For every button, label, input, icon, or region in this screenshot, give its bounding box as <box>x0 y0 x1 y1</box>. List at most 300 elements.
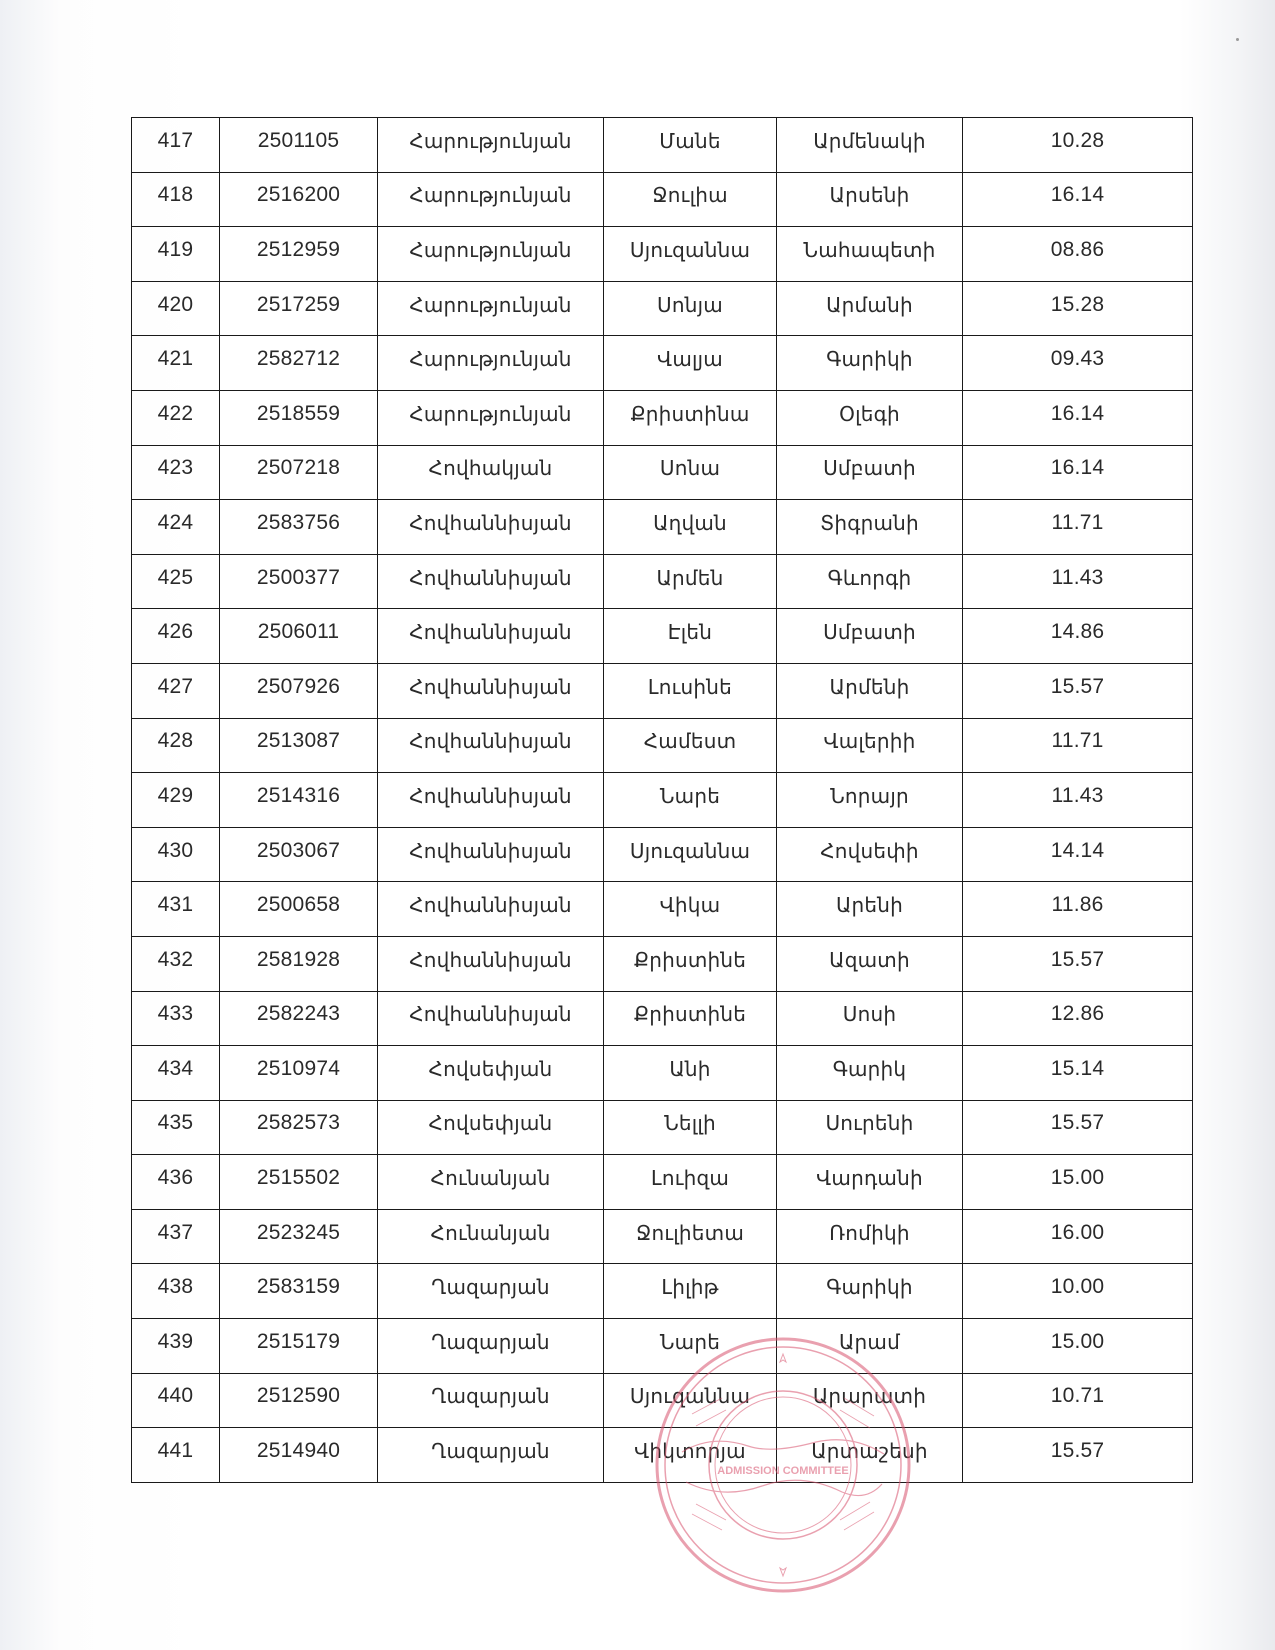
row-number-cell <box>132 1100 220 1155</box>
score: 11.43 <box>1051 783 1104 807</box>
last-name-cell <box>378 1428 604 1483</box>
row-number: 420 <box>157 292 194 316</box>
score: 14.86 <box>1050 620 1105 644</box>
father-name: Ազատի <box>829 947 910 972</box>
first-name: Սոնա <box>659 456 721 481</box>
applicant-code: 2512590 <box>256 1384 341 1408</box>
score-cell <box>963 336 1193 391</box>
applicant-code: 2518559 <box>256 401 341 425</box>
applicant-code-cell <box>220 500 378 555</box>
father-name-cell <box>777 991 963 1046</box>
applicant-code-cell <box>220 118 378 173</box>
score: 15.57 <box>1050 1439 1105 1463</box>
applicant-code: 2582712 <box>256 347 341 371</box>
last-name: Հովհաննիսյան <box>409 510 572 535</box>
applicant-code: 2503067 <box>256 838 341 862</box>
first-name-cell <box>604 827 777 882</box>
father-name-cell <box>777 118 963 173</box>
last-name: Հունանյան <box>430 1220 551 1245</box>
father-name-cell <box>777 1319 963 1374</box>
last-name-cell <box>378 609 604 664</box>
row-number: 419 <box>157 237 194 261</box>
score: 15.00 <box>1050 1329 1105 1353</box>
score-cell <box>963 1373 1193 1428</box>
row-number: 429 <box>157 783 194 807</box>
father-name-cell <box>777 718 963 773</box>
first-name: Վիկա <box>659 893 721 918</box>
last-name-cell <box>378 172 604 227</box>
score-cell <box>963 1100 1193 1155</box>
score-cell <box>963 936 1193 991</box>
applicant-code: 2514316 <box>256 783 341 807</box>
score: 14.14 <box>1050 838 1105 862</box>
first-name: Ջուլիա <box>652 183 728 208</box>
last-name-cell <box>378 390 604 445</box>
score: 09.43 <box>1050 347 1105 371</box>
first-name-cell <box>604 663 777 718</box>
applicant-code-cell <box>220 281 378 336</box>
row-number-cell <box>132 172 220 227</box>
row-number: 424 <box>157 510 194 534</box>
applicant-code: 2523245 <box>256 1220 341 1244</box>
last-name-cell <box>378 336 604 391</box>
last-name: Հովսեփյան <box>428 1111 553 1136</box>
father-name-cell <box>777 227 963 282</box>
applicant-code: 2507926 <box>256 674 341 698</box>
stamp-text: ADMISSION COMMITTEE <box>717 1465 849 1477</box>
row-number-cell <box>132 1209 220 1264</box>
last-name: Հովհաննիսյան <box>409 893 572 918</box>
score: 08.86 <box>1050 237 1105 261</box>
row-number: 421 <box>157 347 194 371</box>
father-name: Արենի <box>835 893 904 918</box>
applicant-code-cell <box>220 336 378 391</box>
first-name: Էլեն <box>667 620 713 645</box>
score-cell <box>963 1209 1193 1264</box>
row-number-cell <box>132 827 220 882</box>
last-name: Ղազարյան <box>431 1439 550 1464</box>
last-name: Հովհաննիսյան <box>409 947 572 972</box>
table-row <box>132 1373 1193 1428</box>
first-name: Սյուզաննա <box>629 1384 751 1409</box>
father-name: Գարիկ <box>832 1056 907 1081</box>
applicant-code-cell <box>220 1155 378 1210</box>
table-row <box>132 172 1193 227</box>
row-number-cell <box>132 609 220 664</box>
father-name: Հովսեփի <box>820 838 919 863</box>
table-row <box>132 500 1193 555</box>
father-name-cell <box>777 500 963 555</box>
last-name: Հովհաննիսյան <box>409 620 572 645</box>
row-number: 435 <box>157 1111 194 1135</box>
scan-speck <box>1236 38 1239 41</box>
applicant-code: 2510974 <box>256 1056 341 1080</box>
score-cell <box>963 718 1193 773</box>
row-number-cell <box>132 336 220 391</box>
score-cell <box>963 1428 1193 1483</box>
father-name: Արամ <box>839 1329 900 1354</box>
row-number-cell <box>132 118 220 173</box>
row-number: 425 <box>157 565 194 589</box>
row-number: 431 <box>157 893 194 917</box>
first-name-cell <box>604 609 777 664</box>
first-name: Սյուզաննա <box>629 838 751 863</box>
applicant-code-cell <box>220 609 378 664</box>
applicant-code-cell <box>220 882 378 937</box>
score: 11.86 <box>1051 893 1104 917</box>
score-cell <box>963 445 1193 500</box>
father-name: Սմբատի <box>823 620 916 645</box>
table-row <box>132 1264 1193 1319</box>
score-cell <box>963 1319 1193 1374</box>
applicant-code: 2517259 <box>256 292 341 316</box>
first-name: Նարե <box>659 1329 721 1354</box>
score-cell <box>963 663 1193 718</box>
applicant-code: 2581928 <box>256 947 341 971</box>
last-name-cell <box>378 227 604 282</box>
row-number-cell <box>132 663 220 718</box>
applicant-code: 2583756 <box>256 510 341 534</box>
row-number: 430 <box>157 838 194 862</box>
last-name-cell <box>378 1319 604 1374</box>
score-cell <box>963 882 1193 937</box>
table-row <box>132 1319 1193 1374</box>
last-name-cell <box>378 773 604 828</box>
first-name-cell <box>604 991 777 1046</box>
row-number-cell <box>132 1428 220 1483</box>
last-name: Հովսեփյան <box>428 1056 553 1081</box>
row-number: 422 <box>157 401 194 425</box>
last-name-cell <box>378 1100 604 1155</box>
score: 15.57 <box>1050 947 1105 971</box>
first-name: Սյուզաննա <box>629 237 751 262</box>
father-name-cell <box>777 1264 963 1319</box>
score-cell <box>963 281 1193 336</box>
first-name: Քրիստինա <box>630 401 750 426</box>
first-name: Ջուլիետա <box>635 1220 745 1245</box>
row-number-cell <box>132 991 220 1046</box>
score: 15.57 <box>1050 674 1105 698</box>
applicant-code: 2512959 <box>256 237 341 261</box>
first-name: Քրիստինե <box>633 1002 747 1027</box>
first-name-cell <box>604 1100 777 1155</box>
last-name: Հարությունյան <box>409 347 572 372</box>
row-number-cell <box>132 554 220 609</box>
last-name-cell <box>378 936 604 991</box>
first-name: Լիլիթ <box>661 1275 719 1300</box>
last-name-cell <box>378 500 604 555</box>
score: 10.28 <box>1050 128 1105 152</box>
applicant-code: 2582243 <box>256 1002 341 1026</box>
applicant-code-cell <box>220 1319 378 1374</box>
last-name: Հունանյան <box>430 1166 551 1191</box>
last-name-cell <box>378 1046 604 1101</box>
first-name: Անի <box>669 1056 711 1081</box>
score: 15.57 <box>1050 1111 1105 1135</box>
first-name: Նելլի <box>664 1111 716 1136</box>
father-name: Գևորգի <box>827 565 912 590</box>
first-name-cell <box>604 1264 777 1319</box>
row-number-cell <box>132 1373 220 1428</box>
applicant-code-cell <box>220 827 378 882</box>
score-cell <box>963 1046 1193 1101</box>
applicant-code-cell <box>220 1264 378 1319</box>
row-number-cell <box>132 1155 220 1210</box>
row-number: 428 <box>157 729 194 753</box>
father-name: Վարդանի <box>816 1166 923 1191</box>
row-number-cell <box>132 718 220 773</box>
row-number: 418 <box>157 183 194 207</box>
table-row <box>132 336 1193 391</box>
last-name: Ղազարյան <box>431 1275 550 1300</box>
last-name-cell <box>378 1264 604 1319</box>
score-cell <box>963 1155 1193 1210</box>
last-name: Հովհաննիսյան <box>409 1002 572 1027</box>
first-name: Աղվան <box>653 510 727 535</box>
score: 10.00 <box>1050 1275 1105 1299</box>
first-name-cell <box>604 718 777 773</box>
father-name-cell <box>777 1209 963 1264</box>
last-name: Հարությունյան <box>409 183 572 208</box>
score-cell <box>963 773 1193 828</box>
applicant-code: 2501105 <box>257 128 340 152</box>
applicant-code-cell <box>220 936 378 991</box>
father-name: Վալերիի <box>823 729 916 754</box>
results-table-body <box>132 118 1193 1483</box>
last-name-cell <box>378 1373 604 1428</box>
father-name-cell <box>777 1428 963 1483</box>
last-name: Հարությունյան <box>409 128 572 153</box>
last-name-cell <box>378 118 604 173</box>
table-row <box>132 281 1193 336</box>
applicant-code-cell <box>220 1373 378 1428</box>
score: 15.28 <box>1050 292 1105 316</box>
applicant-code-cell <box>220 554 378 609</box>
last-name-cell <box>378 663 604 718</box>
last-name-cell <box>378 1155 604 1210</box>
row-number: 437 <box>157 1220 194 1244</box>
row-number-cell <box>132 281 220 336</box>
father-name: Արմենի <box>829 674 910 699</box>
row-number-cell <box>132 936 220 991</box>
table-row <box>132 554 1193 609</box>
father-name: Սմբատի <box>823 456 916 481</box>
row-number: 441 <box>157 1439 194 1463</box>
table-row <box>132 227 1193 282</box>
first-name-cell <box>604 1155 777 1210</box>
last-name: Հովհակյան <box>428 456 553 481</box>
last-name: Հովհաննիսյան <box>409 565 572 590</box>
score: 11.71 <box>1051 729 1104 753</box>
last-name-cell <box>378 1209 604 1264</box>
row-number: 440 <box>157 1384 194 1408</box>
father-name: Ռոմիկի <box>829 1220 910 1245</box>
first-name-cell <box>604 882 777 937</box>
last-name-cell <box>378 445 604 500</box>
applicant-code: 2500377 <box>256 565 341 589</box>
score: 12.86 <box>1050 1002 1105 1026</box>
score: 16.14 <box>1050 401 1105 425</box>
table-row <box>132 1209 1193 1264</box>
father-name-cell <box>777 773 963 828</box>
first-name: Սոնյա <box>657 292 723 317</box>
father-name: Արսենի <box>829 183 910 208</box>
row-number: 436 <box>157 1166 194 1190</box>
score-cell <box>963 609 1193 664</box>
applicant-code-cell <box>220 663 378 718</box>
applicant-code: 2506011 <box>257 620 340 644</box>
row-number-cell <box>132 773 220 828</box>
score-cell <box>963 554 1193 609</box>
first-name-cell <box>604 1428 777 1483</box>
father-name-cell <box>777 936 963 991</box>
score: 11.43 <box>1051 565 1104 589</box>
first-name: Վալյա <box>657 347 723 372</box>
first-name-cell <box>604 281 777 336</box>
table-row <box>132 1428 1193 1483</box>
score: 15.00 <box>1050 1166 1105 1190</box>
row-number: 433 <box>157 1002 194 1026</box>
row-number: 438 <box>157 1275 194 1299</box>
row-number: 423 <box>157 456 194 480</box>
father-name-cell <box>777 1155 963 1210</box>
first-name-cell <box>604 227 777 282</box>
table-row <box>132 609 1193 664</box>
score: 16.14 <box>1050 456 1105 480</box>
score-cell <box>963 118 1193 173</box>
applicant-code-cell <box>220 718 378 773</box>
applicant-code: 2514940 <box>256 1439 341 1463</box>
row-number: 434 <box>157 1056 194 1080</box>
father-name: Արարատի <box>812 1384 927 1409</box>
applicant-code-cell <box>220 1209 378 1264</box>
last-name-cell <box>378 827 604 882</box>
first-name-cell <box>604 1373 777 1428</box>
applicant-code: 2515179 <box>256 1329 341 1353</box>
last-name: Ղազարյան <box>431 1329 550 1354</box>
applicant-code: 2507218 <box>256 456 341 480</box>
first-name: Մանե <box>659 128 721 153</box>
last-name: Հարությունյան <box>409 401 572 426</box>
father-name-cell <box>777 1373 963 1428</box>
father-name-cell <box>777 390 963 445</box>
father-name-cell <box>777 172 963 227</box>
last-name: Հովհաննիսյան <box>409 838 572 863</box>
father-name: Սոսի <box>842 1002 897 1027</box>
results-table <box>131 117 1193 1483</box>
row-number-cell <box>132 1046 220 1101</box>
father-name-cell <box>777 609 963 664</box>
table-row <box>132 882 1193 937</box>
first-name-cell <box>604 445 777 500</box>
row-number-cell <box>132 1319 220 1374</box>
applicant-code-cell <box>220 773 378 828</box>
score-cell <box>963 991 1193 1046</box>
father-name: Տիգրանի <box>820 510 919 535</box>
table-row <box>132 1155 1193 1210</box>
father-name: Օլեգի <box>839 401 900 426</box>
score: 10.71 <box>1050 1384 1105 1408</box>
table-row <box>132 1100 1193 1155</box>
first-name-cell <box>604 336 777 391</box>
first-name-cell <box>604 1209 777 1264</box>
applicant-code-cell <box>220 172 378 227</box>
applicant-code-cell <box>220 445 378 500</box>
father-name-cell <box>777 663 963 718</box>
first-name: Լուսինե <box>647 674 733 699</box>
applicant-code: 2582573 <box>256 1111 341 1135</box>
table-row <box>132 663 1193 718</box>
last-name-cell <box>378 281 604 336</box>
applicant-code: 2583159 <box>256 1275 341 1299</box>
first-name: Լուիզա <box>650 1166 730 1191</box>
row-number: 427 <box>157 674 194 698</box>
first-name: Վիկտորյա <box>634 1439 746 1464</box>
first-name: Նարե <box>659 783 721 808</box>
father-name: Նորայր <box>830 783 909 808</box>
row-number: 439 <box>157 1329 194 1353</box>
table-row <box>132 773 1193 828</box>
table-row <box>132 827 1193 882</box>
last-name: Հարությունյան <box>409 237 572 262</box>
father-name-cell <box>777 882 963 937</box>
table-row <box>132 936 1193 991</box>
row-number-cell <box>132 227 220 282</box>
father-name: Սուրենի <box>825 1111 914 1136</box>
first-name: Արմեն <box>656 565 724 590</box>
score-cell <box>963 500 1193 555</box>
father-name: Նահապետի <box>803 237 936 262</box>
last-name-cell <box>378 718 604 773</box>
last-name-cell <box>378 882 604 937</box>
row-number-cell <box>132 1264 220 1319</box>
last-name: Ղազարյան <box>431 1384 550 1409</box>
score-cell <box>963 1264 1193 1319</box>
row-number-cell <box>132 390 220 445</box>
score-cell <box>963 827 1193 882</box>
applicant-code-cell <box>220 1100 378 1155</box>
table-row <box>132 991 1193 1046</box>
score: 16.14 <box>1050 183 1105 207</box>
row-number-cell <box>132 500 220 555</box>
row-number: 432 <box>157 947 194 971</box>
first-name-cell <box>604 118 777 173</box>
applicant-code: 2500658 <box>256 893 341 917</box>
father-name: Արմանի <box>826 292 913 317</box>
row-number: 417 <box>157 128 194 152</box>
applicant-code-cell <box>220 991 378 1046</box>
applicant-code-cell <box>220 1046 378 1101</box>
applicant-code-cell <box>220 390 378 445</box>
last-name: Հարությունյան <box>409 292 572 317</box>
first-name-cell <box>604 773 777 828</box>
father-name-cell <box>777 1046 963 1101</box>
score: 16.00 <box>1050 1220 1105 1244</box>
table-row <box>132 390 1193 445</box>
score-cell <box>963 227 1193 282</box>
father-name: Գարիկի <box>826 1275 913 1300</box>
applicant-code: 2515502 <box>256 1166 341 1190</box>
father-name-cell <box>777 336 963 391</box>
row-number-cell <box>132 882 220 937</box>
applicant-code-cell <box>220 1428 378 1483</box>
applicant-code-cell <box>220 227 378 282</box>
table-row <box>132 1046 1193 1101</box>
table-row <box>132 445 1193 500</box>
first-name: Համեստ <box>643 729 737 754</box>
first-name-cell <box>604 390 777 445</box>
father-name-cell <box>777 554 963 609</box>
